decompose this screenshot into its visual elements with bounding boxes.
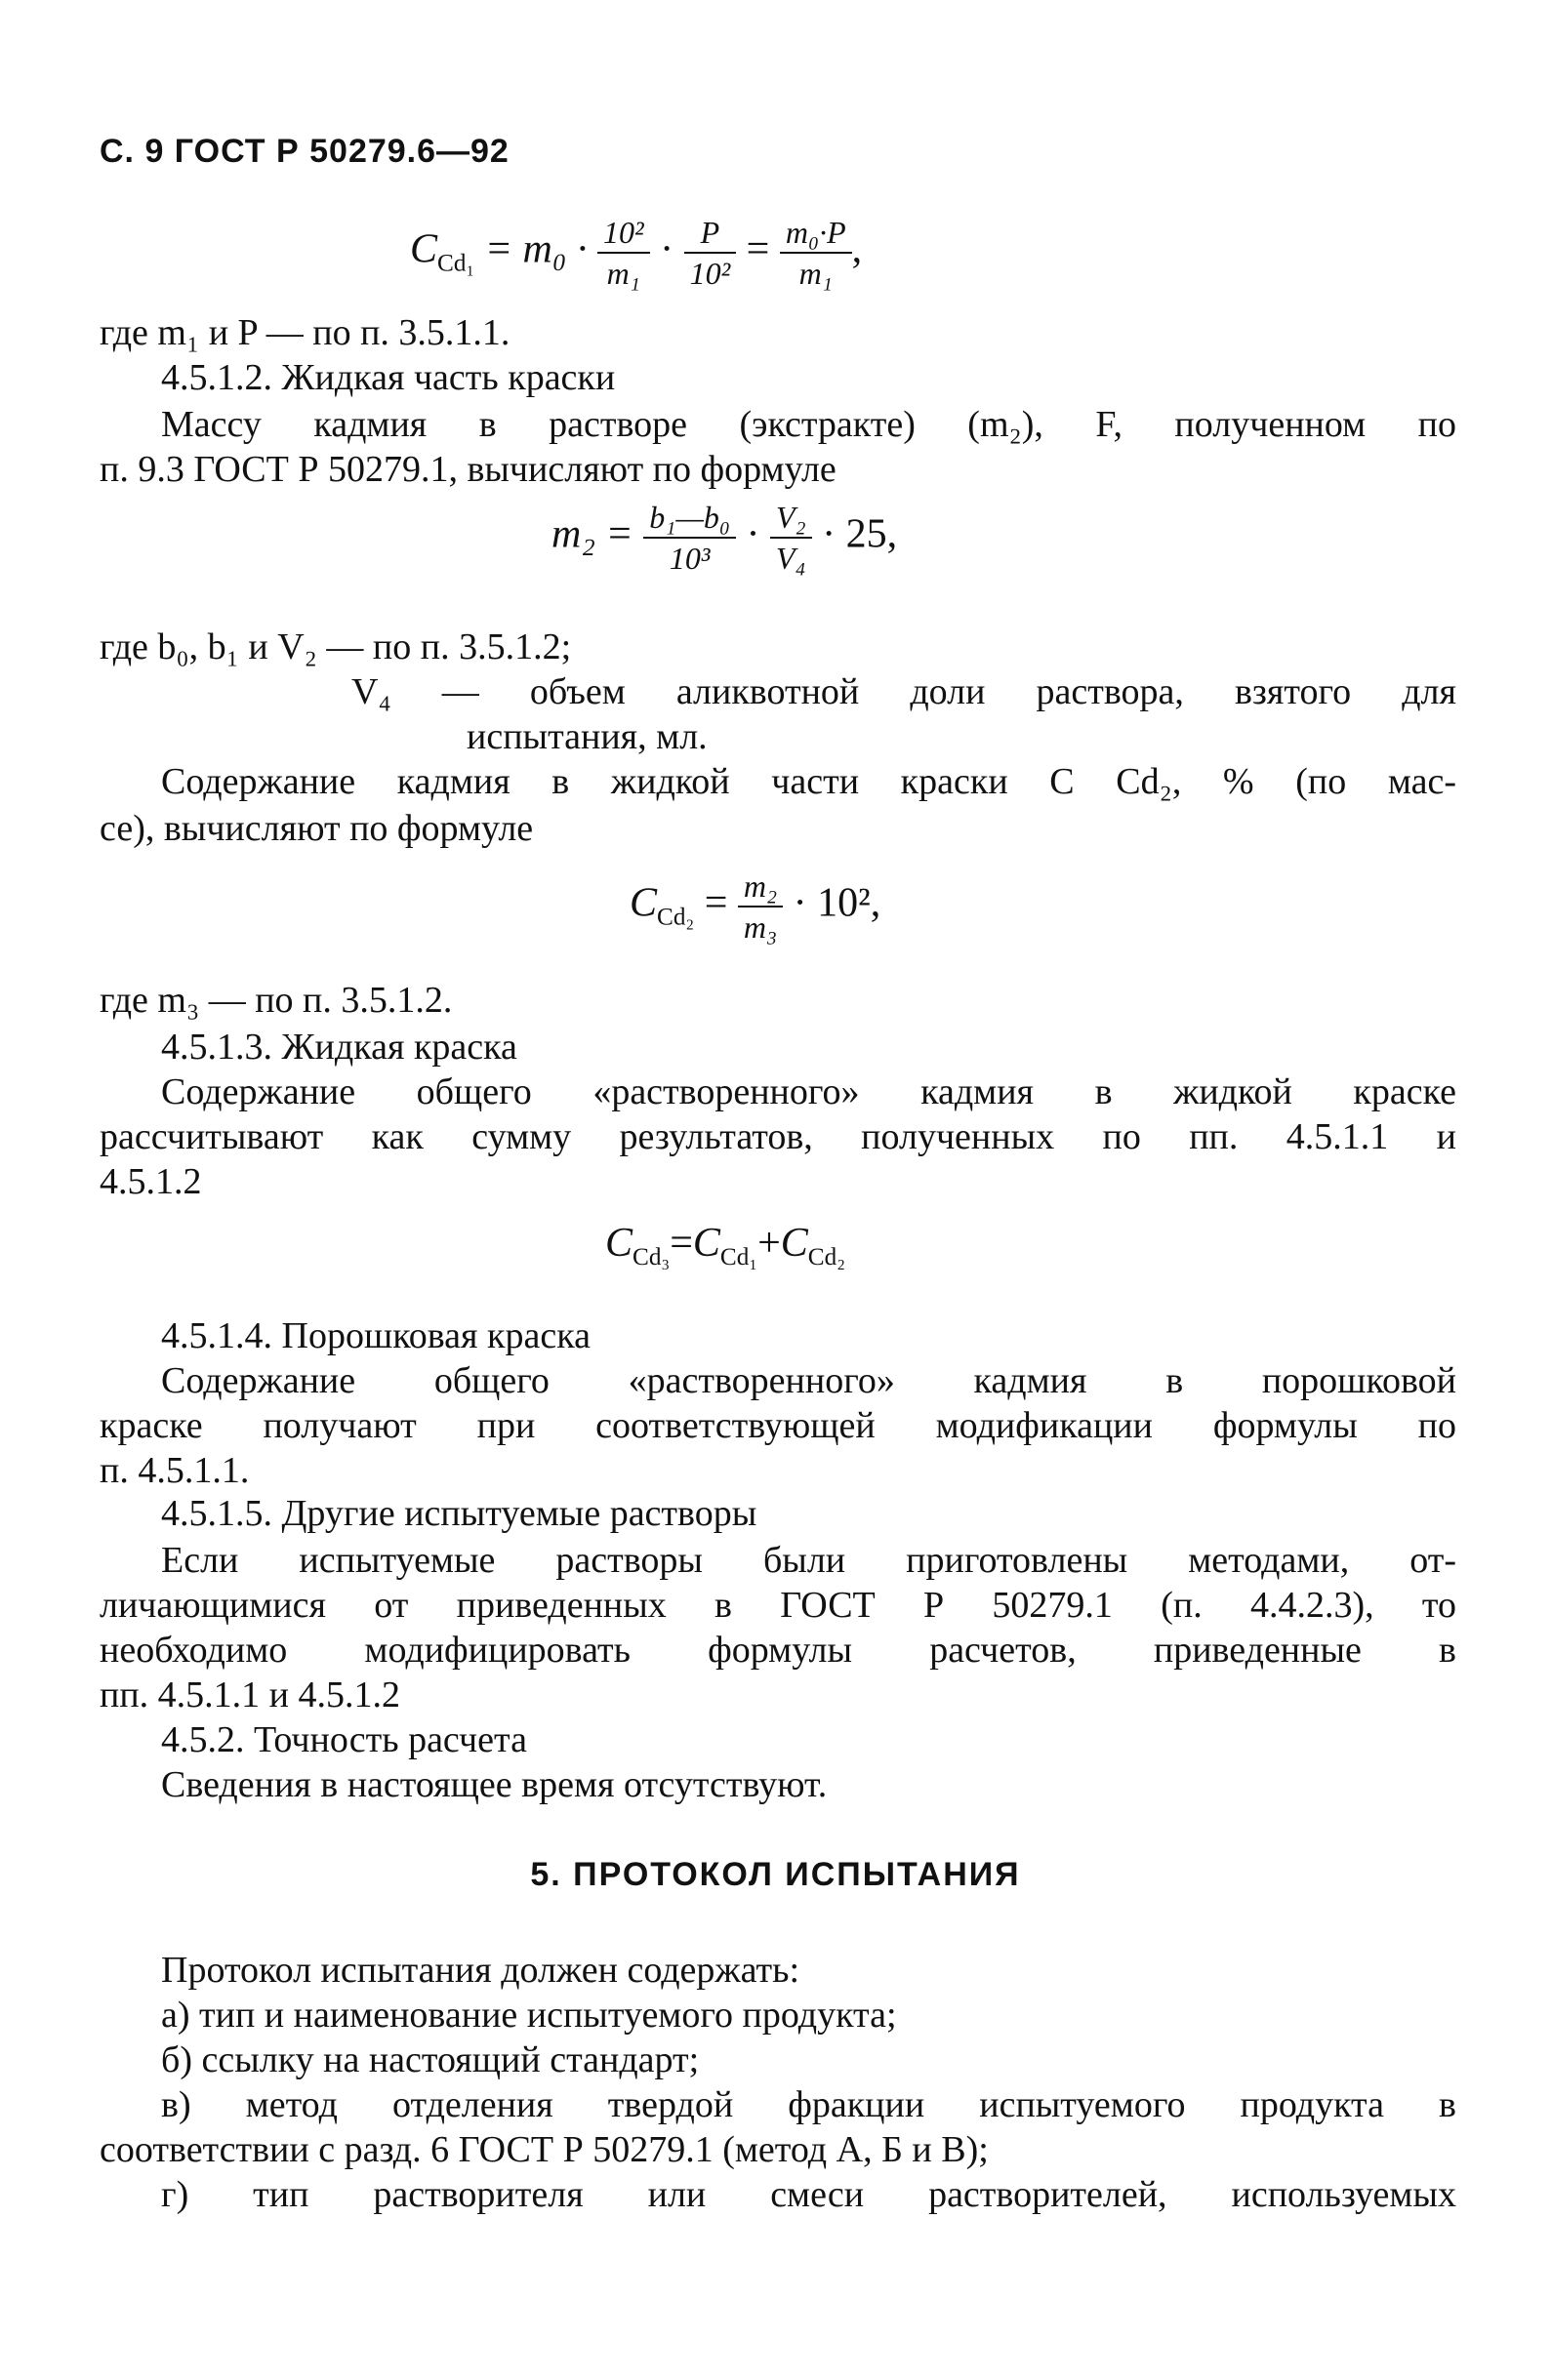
list-item: б) ссылку на настоящий стандарт; [161, 2039, 700, 2080]
fraction-denominator: 10² [689, 256, 731, 291]
formula-symbol: C [410, 226, 438, 272]
fraction-denominator: m₁ [606, 256, 640, 291]
text-line: Массу кадмия в растворе (экстракте) (m₂), F, полученном по [161, 404, 1456, 445]
formula-m2 [551, 498, 897, 578]
text-line: где b₀, b₁ и V₂ — по п. 3.5.1.2; [100, 626, 572, 667]
fraction [643, 498, 736, 578]
text-line: необходимо модифицировать формулы расчетов, приведенные в [100, 1630, 1456, 1671]
formula-symbol: C [692, 1221, 720, 1266]
fraction-denominator: V₄ [775, 541, 806, 576]
formula-subscript: Cd₁ [437, 250, 475, 277]
text-line: Содержание кадмия в жидкой части краски C Cd₂, % (по мас- [161, 761, 1456, 802]
fraction-numerator: m₂ [738, 867, 783, 908]
formula-subscript: Cd₃ [633, 1243, 671, 1271]
fraction [780, 213, 852, 293]
list-item: в) метод отделения твердой фракции испытуемого продукта в [161, 2084, 1456, 2125]
formula-operator: = [746, 226, 770, 272]
formula-subscript: Cd₂ [657, 904, 695, 931]
formula-tail: , [851, 226, 863, 272]
text-line: V₄ — объем аликвотной доли раствора, взятого для [351, 671, 1456, 712]
text-line: где m₁ и P — по п. 3.5.1.1. [100, 312, 510, 353]
fraction [597, 213, 650, 293]
fraction-denominator: m₁ [798, 256, 833, 291]
fraction-numerator: b₁—b₀ [643, 498, 736, 539]
text-line: Содержание общего «растворенного» кадмия в жидкой краске [161, 1071, 1456, 1112]
text-line: пп. 4.5.1.1 и 4.5.1.2 [100, 1674, 401, 1715]
text-line: п. 9.3 ГОСТ Р 50279.1, вычисляют по формуле [100, 449, 837, 490]
fraction-denominator: m₃ [743, 909, 778, 945]
fraction-numerator: 10² [597, 213, 650, 254]
section-title: 5. ПРОТОКОЛ ИСПЫТАНИЯ [530, 1856, 1021, 1893]
formula-symbol: C [630, 880, 658, 926]
formula-operator: · [660, 226, 674, 272]
fraction [684, 213, 737, 293]
list-item: г) тип растворителя или смеси растворителей, используемых [161, 2174, 1456, 2215]
text-line: п. 4.5.1.1. [100, 1450, 250, 1491]
formula-operator: = m₀ · [484, 226, 588, 272]
page-header: С. 9 ГОСТ Р 50279.6—92 [100, 133, 510, 170]
text-line: Сведения в настоящее время отсутствуют. [161, 1764, 828, 1805]
formula-ccd1 [410, 213, 862, 293]
text-line: личающимися от приведенных в ГОСТ Р 50279.1 (п. 4.4.2.3), то [100, 1585, 1456, 1626]
formula-tail: · 25, [822, 511, 898, 557]
formula-operator: = [704, 880, 728, 926]
formula-operator: + [757, 1221, 781, 1266]
formula-operator: · [746, 511, 760, 557]
formula-symbol: m₂ = [551, 511, 633, 557]
text-line: Если испытуемые растворы были приготовлены методами, от- [161, 1540, 1456, 1581]
subsection-heading: 4.5.1.2. Жидкая часть краски [161, 357, 616, 398]
fraction-numerator: P [684, 213, 737, 254]
text-line: соответствии с разд. 6 ГОСТ Р 50279.1 (метод А, Б и В); [100, 2129, 989, 2170]
fraction [770, 498, 812, 578]
fraction-numerator: V₂ [770, 498, 812, 539]
text-line: 4.5.1.2 [100, 1161, 202, 1202]
text-line: Протокол испытания должен содержать: [161, 1950, 800, 1991]
subsection-heading: 4.5.1.3. Жидкая краска [161, 1027, 517, 1068]
text-line: Содержание общего «растворенного» кадмия в порошковой [161, 1360, 1456, 1401]
subsection-heading: 4.5.2. Точность расчета [161, 1719, 527, 1760]
fraction-numerator: m₀·P [780, 213, 852, 254]
text-line: испытания, мл. [467, 716, 708, 757]
subsection-heading: 4.5.1.4. Порошковая краска [161, 1315, 591, 1356]
formula-operator: = [670, 1221, 693, 1266]
text-line: краске получают при соответствующей модификации формулы по [100, 1405, 1456, 1446]
formula-ccd2 [630, 867, 880, 947]
list-item: а) тип и наименование испытуемого продукта; [161, 1995, 897, 2036]
formula-ccd3 [605, 1220, 845, 1271]
text-line: рассчитывают как сумму результатов, полученных по пп. 4.5.1.1 и [100, 1116, 1456, 1157]
fraction-denominator: 10³ [669, 541, 711, 576]
formula-tail: · 10², [793, 880, 881, 926]
formula-symbol: C [605, 1221, 633, 1266]
text-line: где m₃ — по п. 3.5.1.2. [100, 980, 453, 1021]
formula-symbol: C [780, 1221, 808, 1266]
subsection-heading: 4.5.1.5. Другие испытуемые растворы [161, 1493, 757, 1534]
formula-subscript: Cd₂ [807, 1243, 845, 1271]
text-line: се), вычисляют по формуле [100, 808, 534, 849]
formula-subscript: Cd₁ [719, 1243, 758, 1271]
fraction [738, 867, 783, 947]
